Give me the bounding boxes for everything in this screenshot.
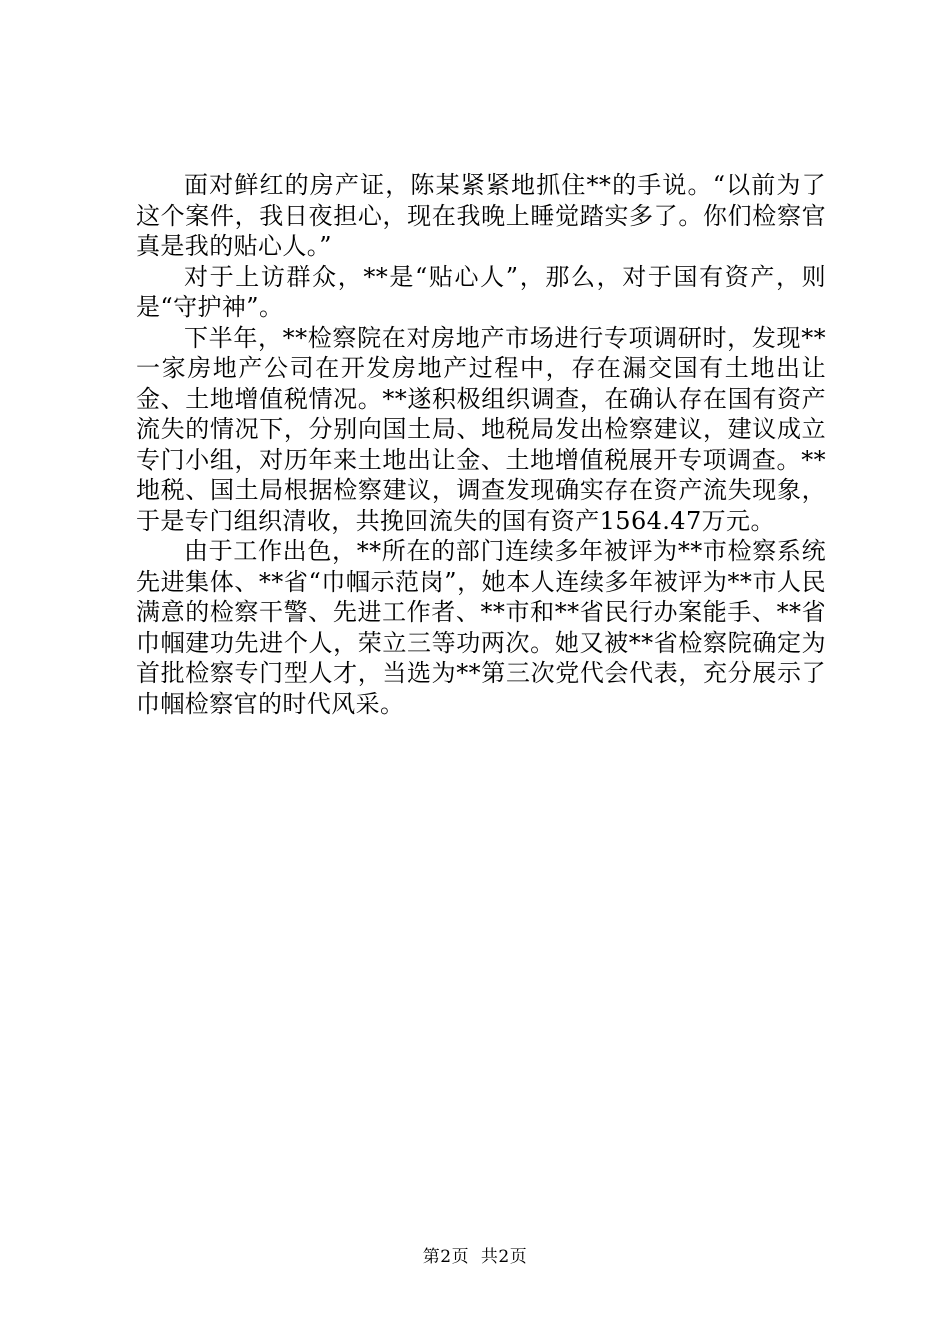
paragraph-3: 下半年，**检察院在对房地产市场进行专项调研时，发现**一家房地产公司在开发房地产过程中，存在漏交国有土地出让金、土地增值税情况。**遂积极组织调查，在确认存在国有资产流失的情况下，分别向国土局、地税局发出检察建议，建议成立专门小组，对历年来土地出让金、土地增值税展开专项调查。**地税、国土局根据检察建议，调查发现确实存在资产流失现象，于是专门组织清收，共挽回流失的国有资产1564.47万元。 bbox=[136, 323, 826, 535]
paragraph-2: 对于上访群众，**是“贴心人”，那么，对于国有资产，则是“守护神”。 bbox=[136, 262, 826, 321]
paragraph-4: 由于工作出色，**所在的部门连续多年被评为**市检察系统先进集体、**省“巾帼示范岗”，她本人连续多年被评为**市人民满意的检察干警、先进工作者、**市和**省民行办案能手、**省巾帼建功先进个人，荣立三等功两次。她又被**省检察院确定为首批检察专门型人才，当选为**第三次党代会代表，充分展示了巾帼检察官的时代风采。 bbox=[136, 537, 826, 718]
paragraph-1: 面对鲜红的房产证，陈某紧紧地抓住**的手说。“以前为了这个案件，我日夜担心，现在我晚上睡觉踏实多了。你们检察官真是我的贴心人。” bbox=[136, 171, 826, 260]
page-number-footer: 第2页 共2页 bbox=[422, 1247, 528, 1267]
document-body bbox=[136, 170, 826, 719]
